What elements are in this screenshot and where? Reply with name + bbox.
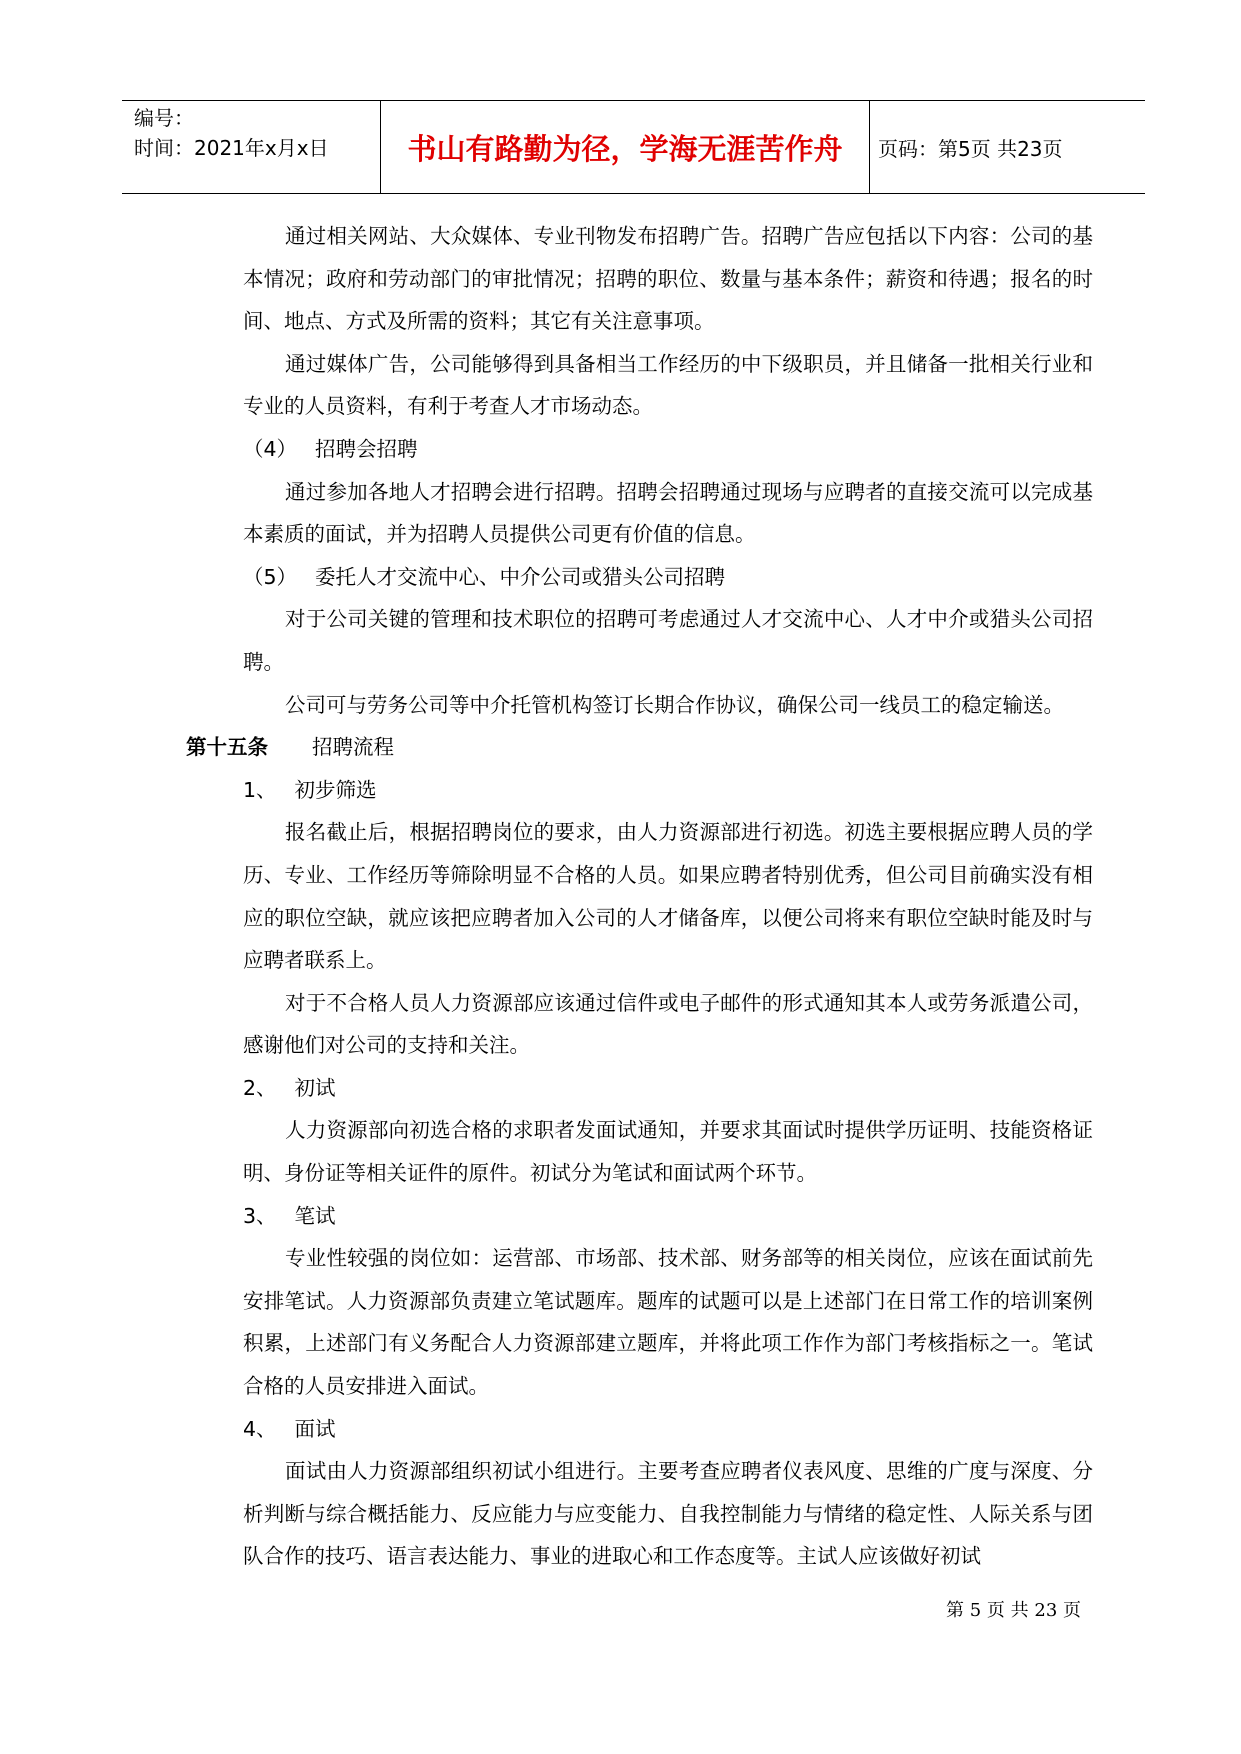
paragraph: 报名截止后，根据招聘岗位的要求，由人力资源部进行初选。初选主要根据应聘人员的学历、专业、工作经历等筛除明显不合格的人员。如果应聘者特别优秀，但公司目前确实没有相应的职位空缺，就应该把应聘者加入公司的人才储备库，以便公司将来有职位空缺时能及时与应聘者联系上。 (243, 820, 1093, 973)
item-title: 初试 (294, 1075, 336, 1100)
item-title: 面试 (294, 1416, 336, 1441)
item-number: 1、 (243, 777, 277, 802)
item-title: 初步筛选 (294, 777, 377, 802)
paragraph: 对于不合格人员人力资源部应该通过信件或电子邮件的形式通知其本人或劳务派遣公司，感谢他们对公司的支持和关注。 (243, 990, 1093, 1058)
item-heading (243, 769, 1093, 812)
section-title: 委托人才交流中心、中介公司或猎头公司招聘 (315, 564, 726, 589)
paragraph: 面试由人力资源部组织初试小组进行。主要考查应聘者仪表风度、思维的广度与深度、分析判断与综合概括能力、反应能力与应变能力、自我控制能力与情绪的稳定性、人际关系与团队合作的技巧、语言表达能力、事业的进取心和工作态度等。主试人应该做好初试 (243, 1459, 1093, 1569)
section-heading (243, 428, 1093, 471)
header-page-info: 页码：第5页 共23页 (878, 136, 1063, 161)
article-title: 招聘流程 (312, 735, 394, 760)
article-number: 第十五条 (186, 735, 268, 760)
page-footer: 第 5 页 共 23 页 (946, 1600, 1081, 1621)
section-title: 招聘会招聘 (315, 436, 418, 461)
item-heading (243, 1067, 1093, 1110)
item-heading (243, 1195, 1093, 1238)
section-number: （4） (243, 436, 298, 461)
paragraph: 公司可与劳务公司等中介托管机构签订长期合作协议，确保公司一线员工的稳定输送。 (285, 692, 1064, 717)
article-heading (186, 726, 1093, 769)
header-motto: 书山有路勤为径，学海无涯苦作舟 (380, 101, 870, 193)
serial-label: 编号： (134, 106, 194, 130)
section-heading (243, 556, 1093, 599)
item-number: 4、 (243, 1416, 277, 1441)
section-number: （5） (243, 564, 298, 589)
item-heading (243, 1408, 1093, 1451)
item-number: 3、 (243, 1203, 277, 1228)
page-header (122, 100, 1145, 194)
header-meta (134, 103, 384, 163)
time-label: 时间：2021年x月x日 (134, 136, 329, 160)
paragraph: 通过媒体广告，公司能够得到具备相当工作经历的中下级职员，并且储备一批相关行业和专业的人员资料，有利于考查人才市场动态。 (243, 351, 1093, 419)
item-number: 2、 (243, 1075, 277, 1100)
paragraph: 通过参加各地人才招聘会进行招聘。招聘会招聘通过现场与应聘者的直接交流可以完成基本素质的面试，并为招聘人员提供公司更有价值的信息。 (243, 479, 1093, 547)
document-body (186, 215, 1093, 1578)
paragraph: 专业性较强的岗位如：运营部、市场部、技术部、财务部等的相关岗位，应该在面试前先安排笔试。人力资源部负责建立笔试题库。题库的试题可以是上述部门在日常工作的培训案例积累，上述部门有义务配合人力资源部建立题库，并将此项工作作为部门考核指标之一。笔试合格的人员安排进入面试。 (243, 1246, 1093, 1399)
paragraph: 人力资源部向初选合格的求职者发面试通知，并要求其面试时提供学历证明、技能资格证明、身份证等相关证件的原件。初试分为笔试和面试两个环节。 (243, 1118, 1093, 1186)
item-title: 笔试 (294, 1203, 336, 1228)
paragraph: 对于公司关键的管理和技术职位的招聘可考虑通过人才交流中心、人才中介或猎头公司招聘。 (243, 607, 1093, 674)
paragraph: 通过相关网站、大众媒体、专业刊物发布招聘广告。招聘广告应包括以下内容：公司的基本情况；政府和劳动部门的审批情况；招聘的职位、数量与基本条件；薪资和待遇；报名的时间、地点、方式及所需的资料；其它有关注意事项。 (243, 224, 1093, 334)
